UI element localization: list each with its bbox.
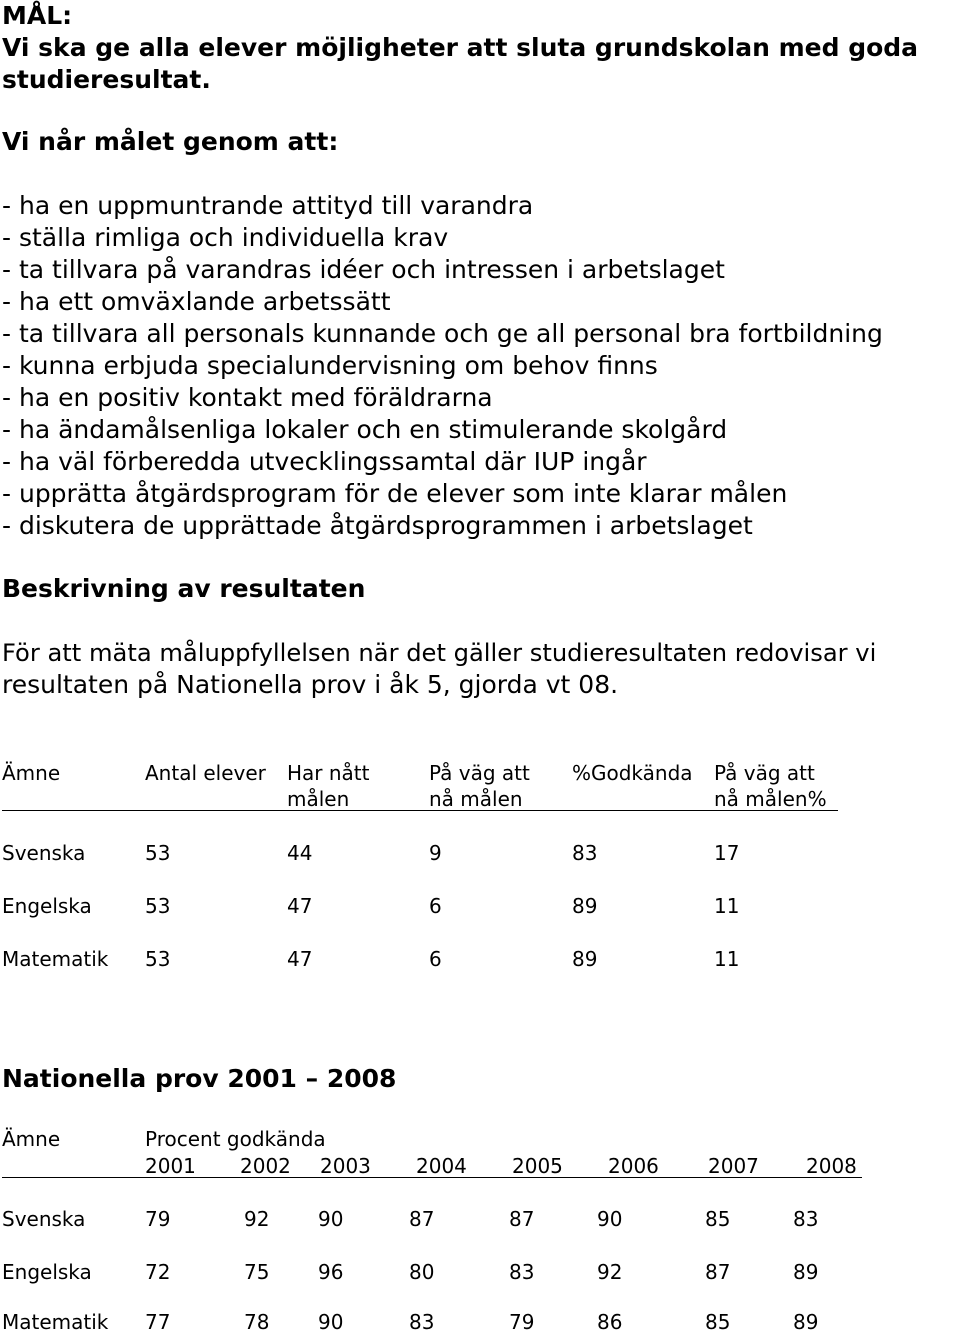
table2-header-group: Procent godkända [145, 1127, 326, 1151]
table2-row-subject: Svenska [2, 1207, 86, 1231]
table1-cell: 89 [572, 894, 598, 918]
table2-year: 2003 [320, 1154, 371, 1178]
table2-cell: 72 [145, 1260, 171, 1284]
table2-year: 2002 [240, 1154, 291, 1178]
table2-cell: 75 [244, 1260, 270, 1284]
table2-heading: Nationella prov 2001 – 2008 [2, 1064, 397, 1093]
list-item: - ha en uppmuntrande attityd till varandra [2, 191, 534, 220]
results-paragraph-line-1: För att mäta måluppfyllelsen när det gäller studieresultaten redovisar vi [2, 639, 877, 667]
table2-cell: 83 [409, 1310, 435, 1334]
results-heading: Beskrivning av resultaten [2, 574, 366, 603]
table2-cell: 90 [318, 1310, 344, 1334]
list-item: - ta tillvara all personals kunnande och ge all personal bra fortbildning [2, 319, 883, 348]
results-paragraph-line-2: resultaten på Nationella prov i åk 5, gjorda vt 08. [2, 670, 619, 699]
table1-row-subject: Engelska [2, 894, 92, 918]
table1-header-pa-vag: På väg att [429, 761, 530, 785]
table1-header-har-natt-2: målen [287, 787, 350, 811]
table1-cell: 53 [145, 841, 171, 865]
table2-year: 2001 [145, 1154, 196, 1178]
means-heading: Vi når målet genom att: [2, 127, 339, 156]
table2-cell: 80 [409, 1260, 435, 1284]
table2-cell: 78 [244, 1310, 270, 1334]
table1-cell: 9 [429, 841, 442, 865]
table2-cell: 89 [793, 1310, 819, 1334]
table1-header-pa-vag-pct-2: nå målen% [714, 787, 827, 811]
goal-heading: MÅL: [2, 1, 73, 30]
table1-cell: 47 [287, 947, 313, 971]
table2-cell: 83 [793, 1207, 819, 1231]
table1-header-rule [2, 810, 838, 811]
list-item: - ha ett omväxlande arbetssätt [2, 287, 391, 316]
table1-cell: 47 [287, 894, 313, 918]
list-item: - ha ändamålsenliga lokaler och en stimulerande skolgård [2, 415, 728, 444]
table2-cell: 87 [409, 1207, 435, 1231]
table2-cell: 83 [509, 1260, 535, 1284]
table2-cell: 85 [705, 1310, 731, 1334]
table2-cell: 86 [597, 1310, 623, 1334]
table1-header-har-natt: Har nått [287, 761, 370, 785]
goal-line-2: studieresultat. [2, 65, 211, 94]
table1-header-antal: Antal elever [145, 761, 266, 785]
table2-cell: 96 [318, 1260, 344, 1284]
table1-header-pa-vag-pct: På väg att [714, 761, 815, 785]
list-item: - ta tillvara på varandras idéer och intressen i arbetslaget [2, 255, 725, 284]
list-item: - diskutera de upprättade åtgärdsprogrammen i arbetslaget [2, 511, 753, 540]
table2-cell: 87 [509, 1207, 535, 1231]
table2-header-amne: Ämne [2, 1127, 61, 1151]
list-item: - ha väl förberedda utvecklingssamtal där IUP ingår [2, 447, 647, 476]
table1-cell: 53 [145, 894, 171, 918]
table1-row-subject: Svenska [2, 841, 86, 865]
table1-header-pa-vag-2: nå målen [429, 787, 523, 811]
list-item: - ha en positiv kontakt med föräldrarna [2, 383, 493, 412]
table2-year: 2007 [708, 1154, 759, 1178]
table2-cell: 87 [705, 1260, 731, 1284]
table2-cell: 92 [597, 1260, 623, 1284]
table2-cell: 89 [793, 1260, 819, 1284]
table1-cell: 44 [287, 841, 313, 865]
table1-cell: 6 [429, 947, 442, 971]
table2-cell: 90 [597, 1207, 623, 1231]
table1-cell: 53 [145, 947, 171, 971]
table2-cell: 85 [705, 1207, 731, 1231]
table1-cell: 6 [429, 894, 442, 918]
table2-cell: 77 [145, 1310, 171, 1334]
table2-cell: 90 [318, 1207, 344, 1231]
table1-cell: 83 [572, 841, 598, 865]
table1-cell: 11 [714, 947, 740, 971]
table2-header-rule [2, 1177, 862, 1178]
table2-year: 2004 [416, 1154, 467, 1178]
table2-year: 2005 [512, 1154, 563, 1178]
table2-year: 2006 [608, 1154, 659, 1178]
list-item: - kunna erbjuda specialundervisning om behov finns [2, 351, 658, 380]
table2-row-subject: Engelska [2, 1260, 92, 1284]
table1-cell: 17 [714, 841, 740, 865]
table2-cell: 79 [145, 1207, 171, 1231]
list-item: - upprätta åtgärdsprogram för de elever som inte klarar målen [2, 479, 788, 508]
table1-row-subject: Matematik [2, 947, 109, 971]
table1-header-amne: Ämne [2, 761, 61, 785]
table1-cell: 11 [714, 894, 740, 918]
table2-row-subject: Matematik [2, 1310, 109, 1334]
table2-cell: 79 [509, 1310, 535, 1334]
table2-cell: 92 [244, 1207, 270, 1231]
list-item: - ställa rimliga och individuella krav [2, 223, 449, 252]
table1-header-godkanda: %Godkända [572, 761, 693, 785]
table1-cell: 89 [572, 947, 598, 971]
table2-year: 2008 [806, 1154, 857, 1178]
goal-line-1: Vi ska ge alla elever möjligheter att sluta grundskolan med goda [2, 33, 919, 62]
